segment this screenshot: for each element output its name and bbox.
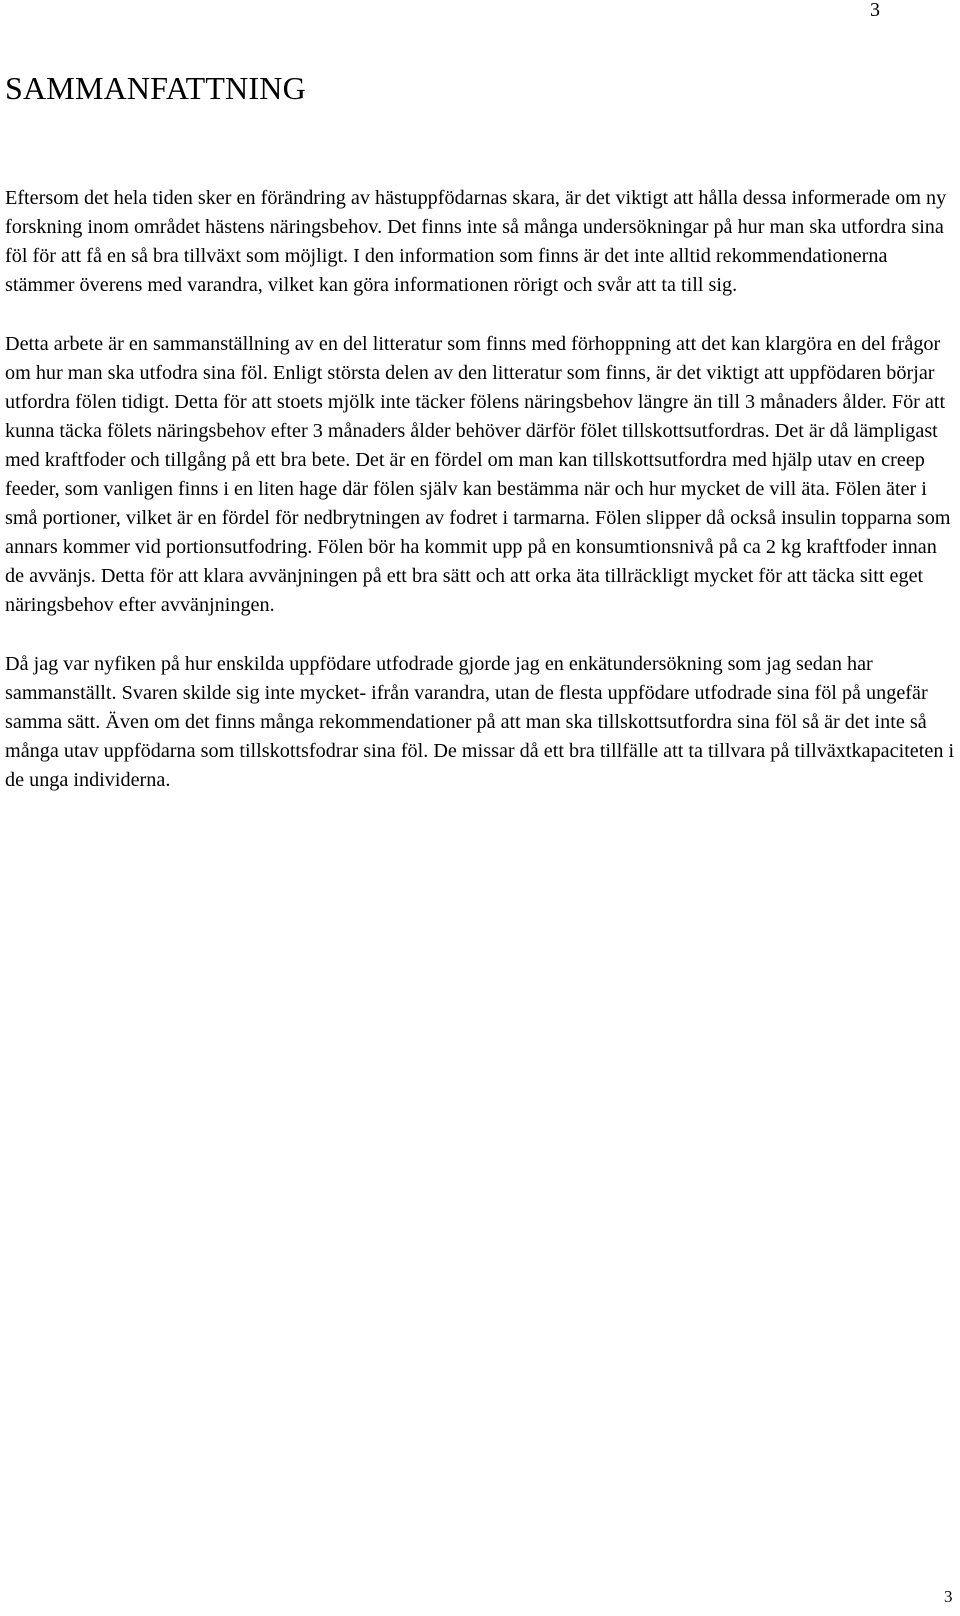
paragraph-3: Då jag var nyfiken på hur enskilda uppfödare utfodrade gjorde jag en enkätundersökning som jag sedan har sammanställt. Svaren skilde sig inte mycket- ifrån varandra, utan de flesta uppfödare utfodrade sina föl på ungefär samma sätt. Även om det finns många rekommendationer på att man ska tillskottsutfordra sina föl så är det inte så många utav uppfödarna som tillskottsfodrar sina föl. De missar då ett bra tillfälle att ta tillvara på tillväxtkapaciteten i de unga individerna.: [5, 653, 955, 791]
summary-body: [5, 184, 955, 825]
page-number-bottom: 3: [944, 1587, 953, 1606]
paragraph-2: Detta arbete är en sammanställning av en del litteratur som finns med förhoppning att det kan klargöra en del frågor om hur man ska utfodra sina föl. Enligt största delen av den litteratur som finns, är det viktigt att uppfödaren börjar utfordra fölen tidigt. Detta för att stoets mjölk inte täcker fölens näringsbehov längre än till 3 månaders ålder. För att kunna täcka fölets näringsbehov efter 3 månaders ålder behöver därför fölet tillskottsutfordras. Det är då lämpligast med kraftfoder och tillgång på ett bra bete. Det är en fördel om man kan tillskottsutfordra med hjälp utav en creep feeder, som vanligen finns i en liten hage där fölen själv kan bestämma när och hur mycket de vill äta. Fölen äter i små portioner, vilket är en fördel för nedbrytningen av fodret i tarmarna. Fölen slipper då också insulin topparna som annars kommer vid portionsutfodring. Fölen bör ha kommit upp på en konsumtionsnivå på ca 2 kg kraftfoder innan de avvänjs. Detta för att klara avvänjningen på ett bra sätt och att orka äta tillräckligt mycket för att täcka sitt eget näringsbehov efter avvänjningen.: [5, 333, 951, 616]
page-title: SAMMANFATTNING: [5, 70, 306, 106]
page-number-top: 3: [870, 0, 880, 21]
paragraph-1: Eftersom det hela tiden sker en förändring av hästuppfödarnas skara, är det viktigt att hålla dessa informerade om ny forskning inom området hästens näringsbehov. Det finns inte så många undersökningar på hur man ska utfordra sina föl för att få en så bra tillväxt som möjligt. I den information som finns är det inte alltid rekommendationerna stämmer överens med varandra, vilket kan göra informationen rörigt och svår att ta till sig.: [5, 187, 947, 296]
